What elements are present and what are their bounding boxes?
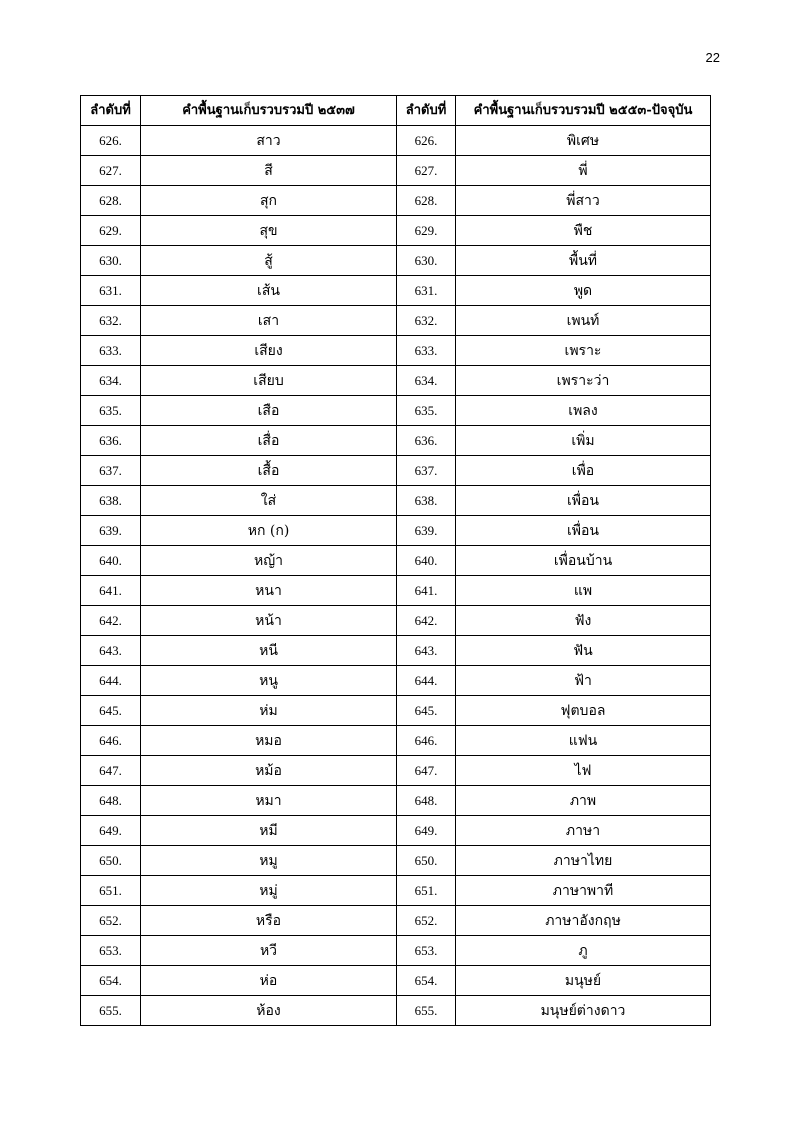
row-index-2: 634. — [397, 366, 456, 396]
row-index-1: 645. — [81, 696, 141, 726]
row-index-2: 642. — [397, 606, 456, 636]
row-index-1: 636. — [81, 426, 141, 456]
row-index-1: 641. — [81, 576, 141, 606]
row-index-2: 637. — [397, 456, 456, 486]
row-index-2: 627. — [397, 156, 456, 186]
row-index-2: 650. — [397, 846, 456, 876]
row-word-2553: ฟัง — [456, 606, 711, 636]
row-word-2537: เสือ — [141, 396, 397, 426]
row-index-1: 643. — [81, 636, 141, 666]
row-word-2553: เพราะ — [456, 336, 711, 366]
row-index-1: 642. — [81, 606, 141, 636]
page-number: 22 — [705, 50, 720, 65]
row-index-2: 655. — [397, 996, 456, 1026]
row-word-2537: หรือ — [141, 906, 397, 936]
row-index-1: 644. — [81, 666, 141, 696]
row-index-2: 646. — [397, 726, 456, 756]
row-index-2: 652. — [397, 906, 456, 936]
row-index-2: 639. — [397, 516, 456, 546]
row-word-2553: พี่สาว — [456, 186, 711, 216]
row-word-2537: เสื้อ — [141, 456, 397, 486]
row-word-2537: หนา — [141, 576, 397, 606]
table-row — [81, 216, 711, 246]
row-word-2537: เสื่อ — [141, 426, 397, 456]
table-row — [81, 696, 711, 726]
table-row — [81, 726, 711, 756]
row-index-1: 633. — [81, 336, 141, 366]
row-index-2: 636. — [397, 426, 456, 456]
table-row — [81, 336, 711, 366]
table-row — [81, 546, 711, 576]
table-row — [81, 486, 711, 516]
row-index-2: 643. — [397, 636, 456, 666]
row-index-2: 631. — [397, 276, 456, 306]
table-row — [81, 816, 711, 846]
table-header-row — [81, 96, 711, 126]
row-word-2553: แฟน — [456, 726, 711, 756]
table-row — [81, 936, 711, 966]
row-word-2537: ห้อง — [141, 996, 397, 1026]
row-word-2537: หม้อ — [141, 756, 397, 786]
row-index-1: 635. — [81, 396, 141, 426]
row-index-2: 647. — [397, 756, 456, 786]
row-index-2: 635. — [397, 396, 456, 426]
row-word-2537: หมี — [141, 816, 397, 846]
row-index-2: 629. — [397, 216, 456, 246]
row-index-1: 647. — [81, 756, 141, 786]
row-index-2: 638. — [397, 486, 456, 516]
row-index-1: 632. — [81, 306, 141, 336]
row-index-2: 653. — [397, 936, 456, 966]
row-word-2553: เพื่อ — [456, 456, 711, 486]
row-index-2: 651. — [397, 876, 456, 906]
row-index-1: 648. — [81, 786, 141, 816]
row-word-2537: หมู่ — [141, 876, 397, 906]
row-word-2553: ฟุตบอล — [456, 696, 711, 726]
table-row — [81, 876, 711, 906]
row-word-2537: สู้ — [141, 246, 397, 276]
row-index-2: 630. — [397, 246, 456, 276]
table-row — [81, 246, 711, 276]
row-index-2: 628. — [397, 186, 456, 216]
row-word-2537: สี — [141, 156, 397, 186]
table-row — [81, 996, 711, 1026]
row-word-2553: พูด — [456, 276, 711, 306]
row-word-2537: เสียง — [141, 336, 397, 366]
table-row — [81, 786, 711, 816]
row-index-2: 648. — [397, 786, 456, 816]
row-word-2537: หมอ — [141, 726, 397, 756]
table-row — [81, 966, 711, 996]
row-index-2: 633. — [397, 336, 456, 366]
row-word-2553: ฟัน — [456, 636, 711, 666]
row-index-1: 630. — [81, 246, 141, 276]
table-row — [81, 636, 711, 666]
table-row — [81, 906, 711, 936]
row-index-1: 651. — [81, 876, 141, 906]
row-word-2553: มนุษย์ — [456, 966, 711, 996]
row-index-2: 645. — [397, 696, 456, 726]
row-word-2553: ภาษาไทย — [456, 846, 711, 876]
row-word-2537: หน้า — [141, 606, 397, 636]
table-row — [81, 456, 711, 486]
row-index-1: 634. — [81, 366, 141, 396]
row-word-2537: หญ้า — [141, 546, 397, 576]
table-row — [81, 186, 711, 216]
row-index-2: 641. — [397, 576, 456, 606]
row-word-2537: สุข — [141, 216, 397, 246]
row-index-1: 638. — [81, 486, 141, 516]
row-index-1: 628. — [81, 186, 141, 216]
header-index-1: ลำดับที่ — [81, 96, 141, 126]
table-row — [81, 576, 711, 606]
table-row — [81, 756, 711, 786]
row-index-1: 649. — [81, 816, 141, 846]
row-word-2553: เพราะว่า — [456, 366, 711, 396]
row-index-2: 632. — [397, 306, 456, 336]
table-row — [81, 846, 711, 876]
table-row — [81, 666, 711, 696]
row-word-2553: ไฟ — [456, 756, 711, 786]
row-word-2537: เสียบ — [141, 366, 397, 396]
row-index-2: 644. — [397, 666, 456, 696]
row-index-1: 655. — [81, 996, 141, 1026]
table-row — [81, 366, 711, 396]
table-body — [81, 126, 711, 1026]
row-index-1: 640. — [81, 546, 141, 576]
table-row — [81, 276, 711, 306]
row-index-2: 640. — [397, 546, 456, 576]
row-word-2553: พี่ — [456, 156, 711, 186]
table-row — [81, 396, 711, 426]
row-word-2537: หมู — [141, 846, 397, 876]
row-word-2537: เสา — [141, 306, 397, 336]
row-word-2553: ภู — [456, 936, 711, 966]
row-word-2537: หมา — [141, 786, 397, 816]
row-word-2553: มนุษย์ต่างดาว — [456, 996, 711, 1026]
row-index-1: 627. — [81, 156, 141, 186]
row-word-2553: เพื่อน — [456, 486, 711, 516]
row-index-1: 626. — [81, 126, 141, 156]
row-word-2553: พื้นที่ — [456, 246, 711, 276]
row-word-2537: สาว — [141, 126, 397, 156]
row-word-2553: ฟ้า — [456, 666, 711, 696]
row-word-2553: พิเศษ — [456, 126, 711, 156]
row-index-2: 649. — [397, 816, 456, 846]
row-index-1: 652. — [81, 906, 141, 936]
row-word-2553: เพื่อนบ้าน — [456, 546, 711, 576]
table-row — [81, 606, 711, 636]
row-index-1: 637. — [81, 456, 141, 486]
row-index-2: 626. — [397, 126, 456, 156]
row-word-2537: หนู — [141, 666, 397, 696]
word-comparison-table — [80, 95, 711, 1026]
row-word-2553: ภาษา — [456, 816, 711, 846]
row-word-2553: แพ — [456, 576, 711, 606]
row-word-2537: สุก — [141, 186, 397, 216]
row-word-2553: ภาษาอังกฤษ — [456, 906, 711, 936]
row-word-2553: เพื่อน — [456, 516, 711, 546]
table-row — [81, 516, 711, 546]
row-index-1: 653. — [81, 936, 141, 966]
row-index-1: 631. — [81, 276, 141, 306]
table-row — [81, 156, 711, 186]
row-word-2537: เส้น — [141, 276, 397, 306]
row-index-1: 646. — [81, 726, 141, 756]
header-words-2553-present: คำพื้นฐานเก็บรวบรวมปี ๒๕๕๓-ปัจจุบัน — [456, 96, 711, 126]
table-row — [81, 306, 711, 336]
row-word-2537: ใส่ — [141, 486, 397, 516]
row-word-2553: เพนท์ — [456, 306, 711, 336]
row-index-1: 629. — [81, 216, 141, 246]
row-word-2553: เพลง — [456, 396, 711, 426]
row-word-2537: ห่อ — [141, 966, 397, 996]
row-word-2553: พืช — [456, 216, 711, 246]
row-index-2: 654. — [397, 966, 456, 996]
table-row — [81, 426, 711, 456]
row-word-2537: หก (ก) — [141, 516, 397, 546]
row-word-2553: เพิ่ม — [456, 426, 711, 456]
row-word-2537: ห่ม — [141, 696, 397, 726]
row-word-2553: ภาพ — [456, 786, 711, 816]
row-word-2553: ภาษาพาที — [456, 876, 711, 906]
row-index-1: 650. — [81, 846, 141, 876]
header-index-2: ลำดับที่ — [397, 96, 456, 126]
table-row — [81, 126, 711, 156]
row-index-1: 654. — [81, 966, 141, 996]
row-word-2537: หวี — [141, 936, 397, 966]
row-index-1: 639. — [81, 516, 141, 546]
row-word-2537: หนี — [141, 636, 397, 666]
header-words-2537: คำพื้นฐานเก็บรวบรวมปี ๒๕๓๗ — [141, 96, 397, 126]
